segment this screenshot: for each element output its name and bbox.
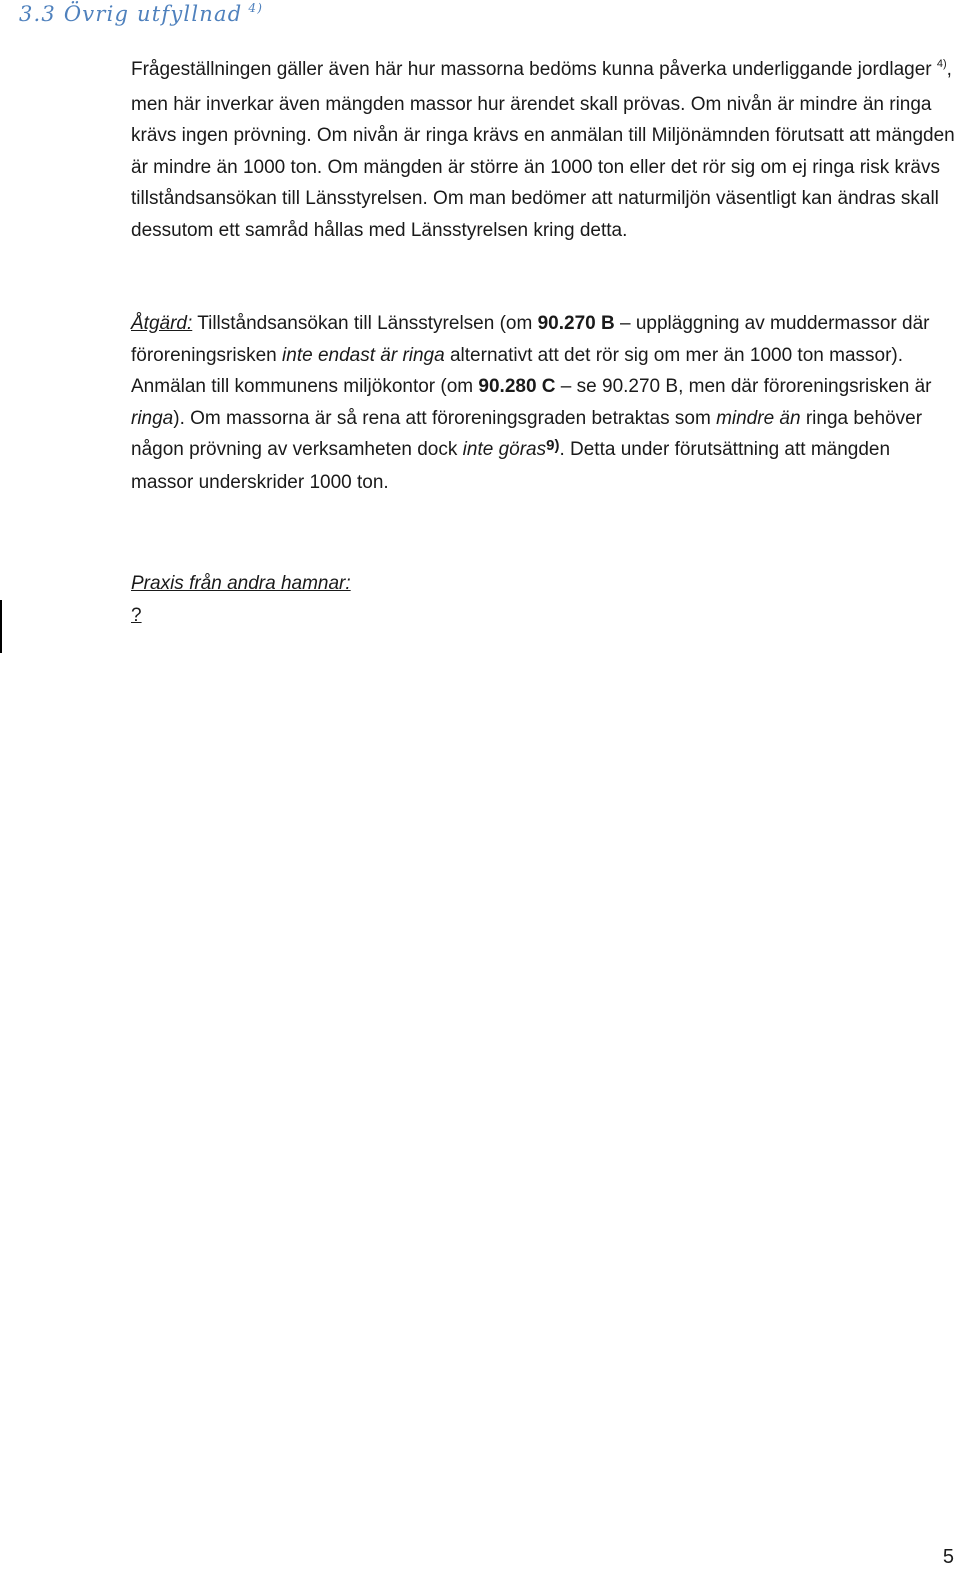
emphasis-text: inte göras [462, 439, 547, 461]
paragraph-text: Tillståndsansökan till Länsstyrelsen (om [192, 313, 538, 334]
section-heading-reference: 4) [248, 1, 264, 15]
paragraph-assessment [131, 54, 957, 247]
action-label: Åtgärd: [131, 313, 193, 334]
paragraph-text: – se 90.270 B, men där föroreningsrisken är [555, 376, 932, 398]
praxis-heading: Praxis från andra hamnar: [131, 573, 351, 594]
paragraph-text: alternativt att det rör sig om mer än 1000 ton massor). Anmälan till kommunens miljökontor (om [131, 344, 904, 398]
footnote-reference: 4) [936, 58, 947, 70]
change-bar [0, 600, 2, 653]
paragraph-text: – uppläggning av muddermassor där föroreningsrisken [131, 313, 930, 366]
paragraph-text: ). Om massorna är så rena att föroreningsgraden betraktas som [173, 407, 717, 429]
footnote-reference: 9) [546, 437, 560, 455]
paragraph-action [131, 308, 957, 499]
paragraph-text: . Detta under förutsättning att mängden massor underskrider 1000 ton. [131, 439, 891, 493]
section-heading [19, 2, 263, 26]
paragraph-text: ringa behöver någon prövning av verksamheten dock [131, 407, 923, 461]
paragraph-text: Frågeställningen gäller även här hur massorna bedöms kunna påverka underliggande jordlager [131, 59, 932, 80]
emphasis-text: ringa [131, 407, 174, 429]
praxis-link[interactable]: ? [131, 605, 142, 626]
emphasis-text: inte endast är ringa [282, 344, 445, 366]
section-heading-text: 3.3 Övrig utfyllnad [19, 2, 243, 26]
regulation-code: 90.270 B [537, 313, 615, 334]
regulation-code: 90.280 C [478, 376, 556, 398]
emphasis-text: mindre än [716, 407, 801, 429]
paragraph-text: , men här inverkar även mängden massor hur ärendet skall prövas. Om nivån är mindre än ringa krävs ingen prövning. Om nivån är ringa krävs en anmälan till Miljönämnden förutsatt att mängden är mindre än 1000 ton. Om mängden är större än 1000 ton eller det rör sig om ej ringa risk krävs tillståndsansökan till Länsstyrelsen. Om man bedömer att naturmiljön väsentligt kan ändras skall dessutom ett samråd hållas med Länsstyrelsen kring detta. [131, 59, 955, 241]
page-number: 5 [942, 1546, 954, 1568]
